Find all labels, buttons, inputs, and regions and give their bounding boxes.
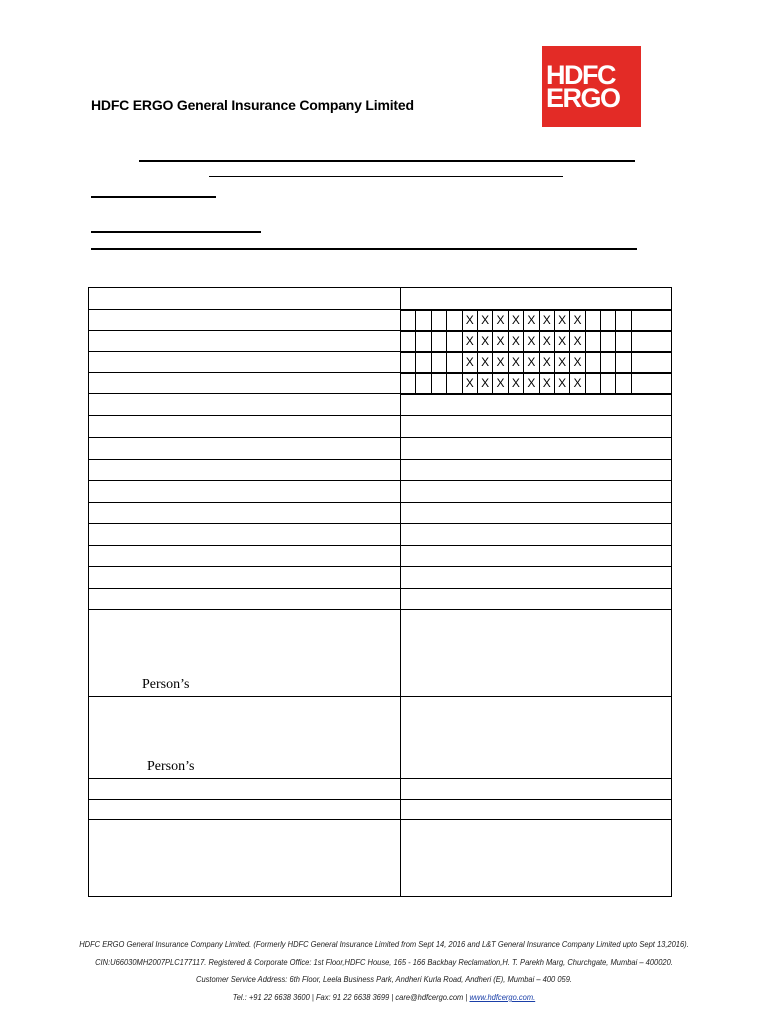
digit-grid [401,374,671,393]
digit-box[interactable]: X [509,311,524,330]
company-name: HDFC ERGO General Insurance Company Limited [91,97,414,113]
table-row [89,589,672,610]
form-label-cell [89,288,401,310]
digit-box[interactable] [586,311,601,330]
digit-box[interactable]: X [493,374,508,393]
digit-box[interactable] [416,332,431,351]
table-row [89,394,672,416]
digit-box[interactable]: X [555,374,570,393]
digit-box[interactable]: X [540,311,555,330]
title-rule-2 [209,176,563,177]
form-label-cell [89,589,401,610]
digit-box[interactable]: X [540,353,555,372]
form-value-cell[interactable] [401,779,672,800]
form-label-cell [89,567,401,589]
hdfc-ergo-logo [542,46,641,127]
field-rule-1 [91,196,216,198]
footer-line-3: Customer Service Address: 6th Floor, Leela Business Park, Andheri Kurla Road, Andheri (E), Mumbai – 400 059. [196,975,572,984]
form-label-cell [89,820,401,897]
digit-box[interactable] [416,311,431,330]
form-label-cell [89,310,401,331]
table-row [89,310,672,331]
form-label-cell [89,524,401,546]
digit-box[interactable] [401,311,416,330]
field-rule-3 [91,248,637,250]
form-label-cell [89,697,401,779]
footer-line-4 [31,993,738,1002]
footer-contact: Tel.: +91 22 6638 3600 | Fax: 91 22 6638 3699 | care@hdfcergo.com | [232,993,470,1002]
footer-line-1: HDFC ERGO General Insurance Company Limited. (Formerly HDFC General Insurance Limited from Sept 14, 2016 and L&T General Insurance Company Limited upto Sept 13,2016). [79,940,689,949]
digit-box[interactable]: X [478,374,493,393]
digit-grid-cell[interactable] [401,310,672,331]
digit-box[interactable] [401,353,416,372]
digit-box[interactable]: X [524,311,539,330]
digit-box[interactable]: X [493,311,508,330]
form-value-cell[interactable] [401,438,672,460]
digit-box[interactable]: X [540,374,555,393]
title-rule-1 [139,160,635,162]
form-value-cell[interactable] [401,460,672,481]
form-value-cell[interactable] [401,697,672,779]
digit-box[interactable]: X [463,353,478,372]
digit-box[interactable] [616,311,631,330]
form-label-cell [89,503,401,524]
table-row [89,820,672,897]
digit-box[interactable] [401,374,416,393]
digit-box[interactable] [416,374,431,393]
digit-box[interactable]: X [555,311,570,330]
form-value-cell[interactable] [401,567,672,589]
digit-box[interactable] [432,374,447,393]
digit-box[interactable] [632,332,647,351]
person-label-2: Person’s [147,759,195,774]
form-value-cell[interactable] [401,481,672,503]
form-value-cell[interactable] [401,288,672,310]
digit-box[interactable] [447,332,462,351]
digit-box[interactable]: X [493,353,508,372]
table-row [89,438,672,460]
form-label-cell [89,779,401,800]
digit-grid-cell[interactable] [401,331,672,352]
form-label-cell [89,610,401,697]
field-rule-2 [91,231,261,233]
table-row [89,524,672,546]
form-label-cell [89,331,401,352]
digit-box[interactable] [447,353,462,372]
digit-box[interactable] [601,332,616,351]
form-value-cell[interactable] [401,416,672,438]
digit-grid [401,353,671,372]
form-label-cell [89,481,401,503]
digit-grid [401,311,671,330]
digit-grid [401,332,671,351]
logo-line-2: ERGO [546,82,620,113]
table-row [89,697,672,779]
form-label-cell [89,460,401,481]
table-row [89,416,672,438]
digit-box[interactable]: X [478,311,493,330]
digit-box[interactable] [432,311,447,330]
table-row [89,610,672,697]
digit-box[interactable]: X [509,332,524,351]
digit-box[interactable]: X [524,353,539,372]
digit-box[interactable]: X [463,374,478,393]
digit-box[interactable] [432,353,447,372]
table-row [89,800,672,820]
digit-box[interactable] [632,374,647,393]
form-label-cell [89,800,401,820]
digit-box[interactable] [401,332,416,351]
digit-box[interactable] [601,353,616,372]
digit-box[interactable] [586,332,601,351]
digit-grid-cell[interactable] [401,352,672,373]
table-row [89,288,672,310]
digit-box[interactable] [632,353,647,372]
digit-box[interactable] [432,332,447,351]
website-link[interactable]: www.hdfcergo.com. [469,993,536,1002]
digit-box[interactable]: X [555,332,570,351]
logo-line-1: HDFC [546,59,615,90]
digit-box[interactable]: X [463,332,478,351]
form-label-cell [89,416,401,438]
table-row [89,373,672,394]
form-value-cell[interactable] [401,610,672,697]
digit-box[interactable]: X [570,311,585,330]
form-value-cell[interactable] [401,546,672,567]
digit-box[interactable]: X [570,374,585,393]
digit-box[interactable] [601,374,616,393]
footer-line-2: CIN:U66030MH2007PLC177117. Registered & Corporate Office: 1st Floor,HDFC House, 165 - 166 Backbay Reclamation,H. T. Parekh Marg, Churchgate, Mumbai – 400020. [95,958,673,967]
digit-box[interactable]: X [524,374,539,393]
table-row [89,546,672,567]
person-label-1: Person’s [142,677,190,692]
form-value-cell[interactable] [401,524,672,546]
table-row [89,460,672,481]
digit-box[interactable]: X [555,353,570,372]
digit-box[interactable] [632,311,647,330]
form-label-cell [89,394,401,416]
digit-box[interactable]: X [463,311,478,330]
form-label-cell [89,352,401,373]
digit-box[interactable] [447,374,462,393]
digit-box[interactable]: X [493,332,508,351]
digit-box[interactable] [586,353,601,372]
digit-box[interactable] [616,353,631,372]
table-row [89,567,672,589]
digit-box[interactable]: X [540,332,555,351]
digit-box[interactable] [616,332,631,351]
form-label-cell [89,438,401,460]
digit-box[interactable] [616,374,631,393]
table-row [89,352,672,373]
digit-box[interactable]: X [509,374,524,393]
table-row [89,481,672,503]
form-label-cell [89,373,401,394]
digit-box[interactable] [586,374,601,393]
digit-box[interactable] [447,311,462,330]
digit-box[interactable]: X [570,332,585,351]
digit-box[interactable]: X [478,332,493,351]
table-row [89,503,672,524]
form-value-cell[interactable] [401,503,672,524]
digit-box[interactable]: X [570,353,585,372]
digit-box[interactable] [601,311,616,330]
digit-box[interactable]: X [509,353,524,372]
digit-box[interactable] [416,353,431,372]
form-label-cell [89,546,401,567]
table-row [89,331,672,352]
table-row [89,779,672,800]
digit-box[interactable]: X [524,332,539,351]
digit-grid-cell[interactable] [401,373,672,394]
form-value-cell[interactable] [401,589,672,610]
form-value-cell[interactable] [401,820,672,897]
form-value-cell[interactable] [401,394,672,416]
form-value-cell[interactable] [401,800,672,820]
claim-form-table [88,287,672,897]
digit-box[interactable]: X [478,353,493,372]
